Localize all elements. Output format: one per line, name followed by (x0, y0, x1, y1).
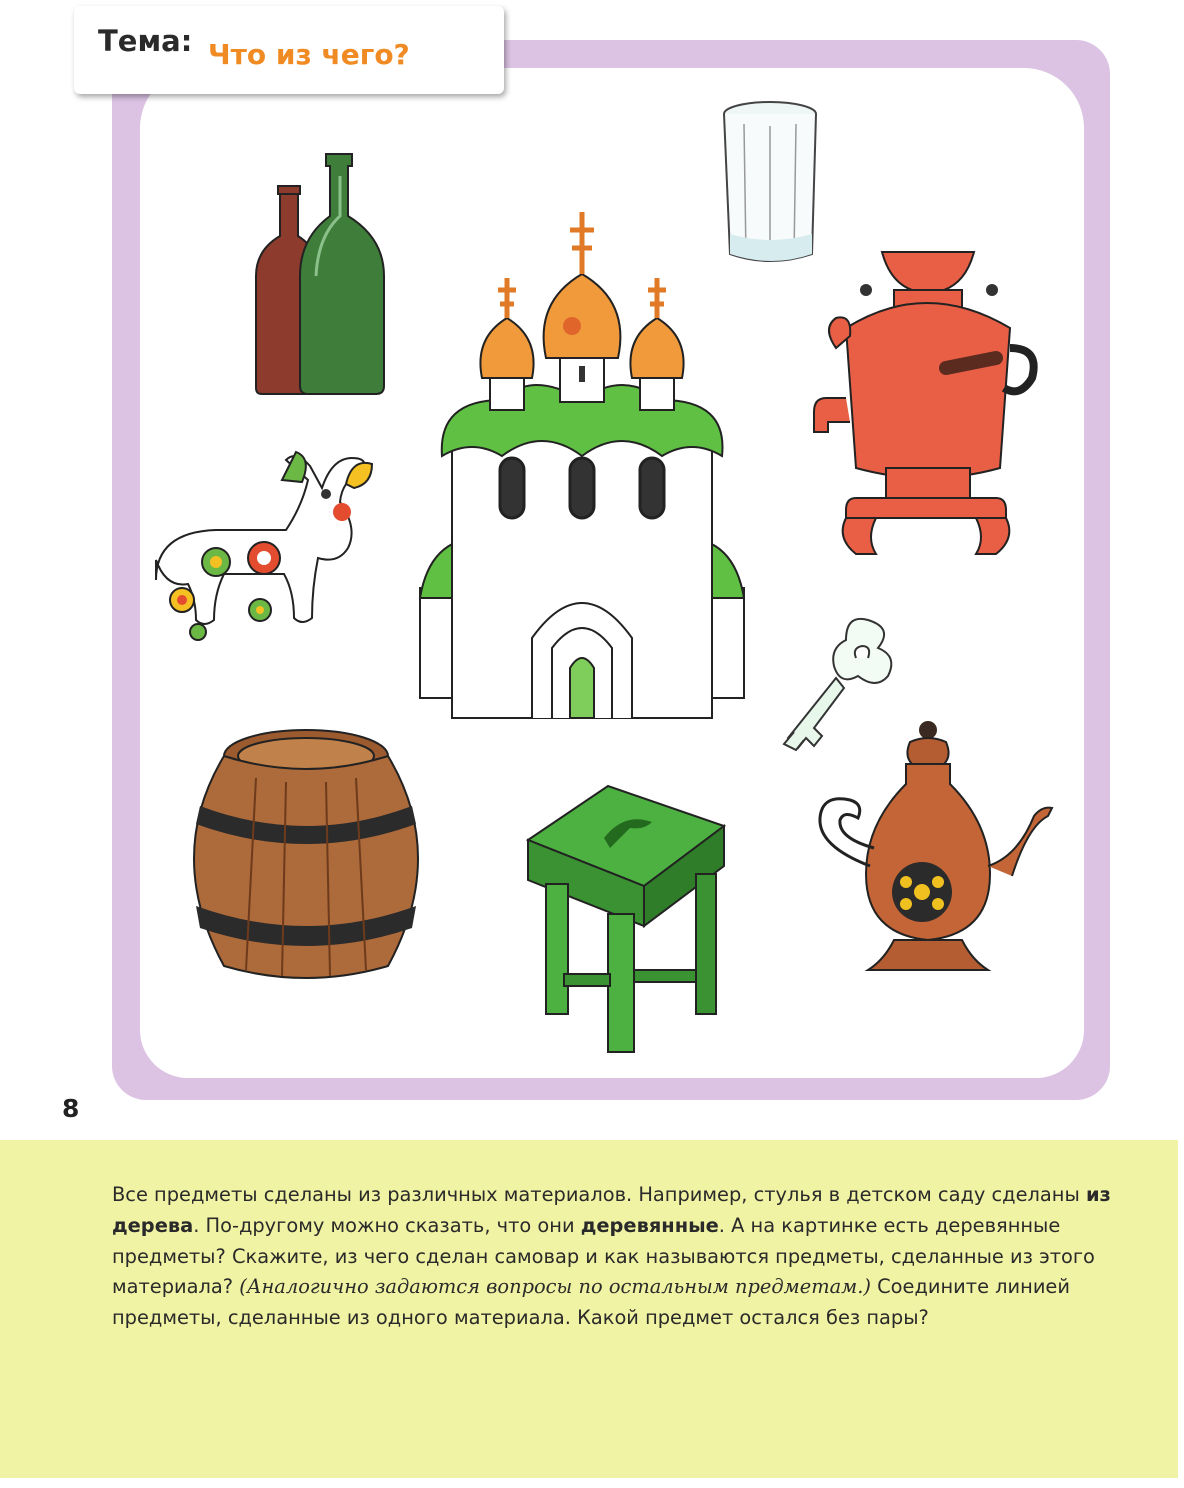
samovar-illustration (806, 238, 1038, 564)
caption-part-2: . По-другому можно сказать, что они (193, 1213, 581, 1237)
caption-part-1: Все предметы сделаны из различных материалов. Например, стулья в детском саду сделаны (112, 1183, 1086, 1206)
topic-title: Что из чего? (208, 38, 410, 71)
stool-illustration (524, 784, 726, 1054)
barrel-illustration (184, 726, 428, 980)
caption-part-3: . А на картинке есть деревянные предметы? Скажите, из чего сделан самовар и как называются предметы, сделанные из этого материала? (112, 1213, 1095, 1299)
topic-label: Тема: (98, 24, 193, 58)
caption-italic-note: (Аналогично задаются вопросы по остальным предметам.) (239, 1275, 871, 1299)
caption-bold-2: деревянные (580, 1213, 719, 1237)
caption-bold-1: из дерева (112, 1183, 1111, 1237)
bottles-illustration (244, 146, 394, 396)
caption-part-4: Соедините линией предметы, сделанные из одного материала. Какой предмет остался без пары? (112, 1275, 1070, 1330)
clay-horse-toy-illustration (142, 450, 376, 654)
caption-text (112, 1180, 1122, 1334)
page-number: 8 (62, 1094, 80, 1123)
church-illustration (412, 208, 752, 736)
topic-tab (74, 6, 504, 94)
teapot-illustration (810, 716, 1056, 992)
